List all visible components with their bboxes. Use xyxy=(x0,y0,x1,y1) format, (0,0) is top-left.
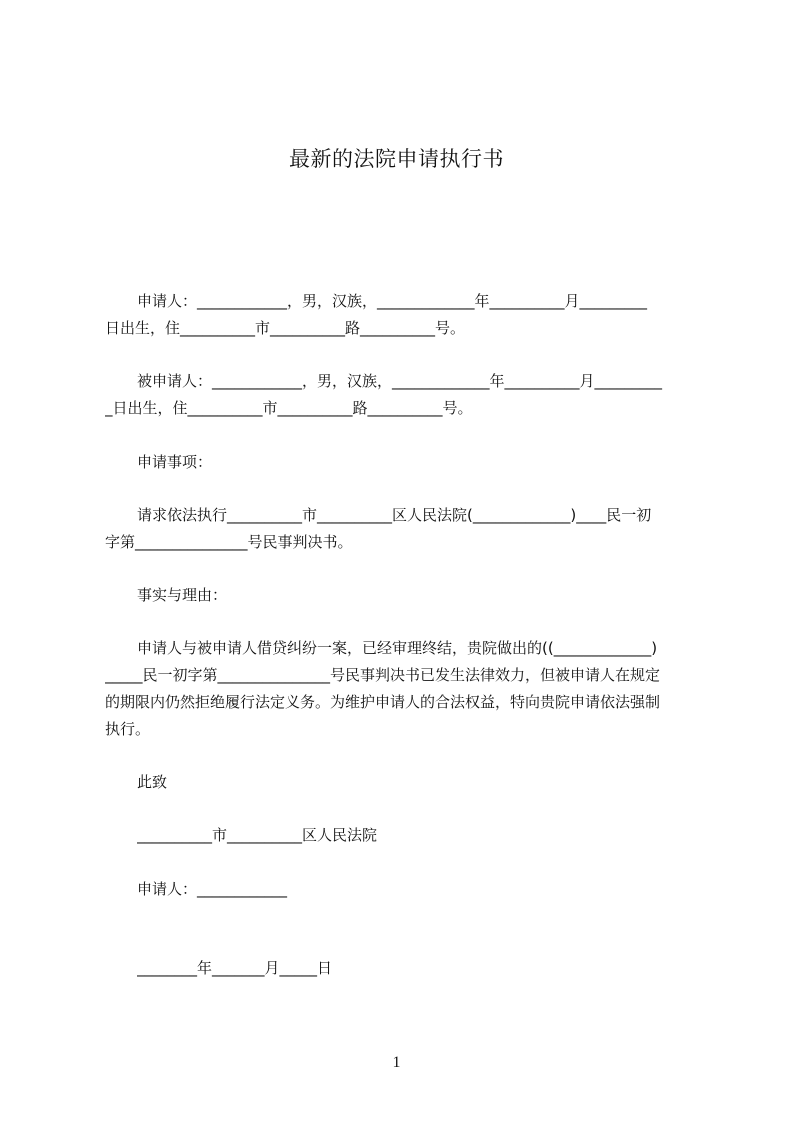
request-line-1: 请求依法执行__________市__________区人民法院(_____________)____民一初 xyxy=(137,506,652,524)
page-number: 1 xyxy=(392,1054,401,1071)
salutation: 此致 xyxy=(137,773,168,791)
applicant-line-1: 申请人：____________，男，汉族，_____________年__________月_________ xyxy=(137,292,648,310)
court-name: __________市__________区人民法院 xyxy=(137,826,378,844)
document-title: 最新的法院申请执行书 xyxy=(289,147,504,171)
facts-line-1: 申请人与被申请人借贷纠纷一案，已经审理终结，贵院做出的((_____________) xyxy=(137,639,658,657)
facts-line-3: 的期限内仍然拒绝履行法定义务。为维护申请人的合法权益，特向贵院申请依法强制 xyxy=(105,693,661,711)
request-heading: 申请事项： xyxy=(137,453,213,471)
facts-heading: 事实与理由： xyxy=(137,586,228,604)
date-line: ________年_______月_____日 xyxy=(137,959,333,977)
facts-line-4: 执行。 xyxy=(105,720,151,738)
signature-line: 申请人：____________ xyxy=(137,880,288,898)
facts-line-2: _____民一初字第_______________号民事判决书已发生法律效力，但被申请人在规定 xyxy=(105,666,661,684)
respondent-line-1: 被申请人：____________，男，汉族，_____________年__________月_________ xyxy=(137,372,663,390)
applicant-line-2: 日出生，住__________市__________路__________号。 xyxy=(105,319,466,337)
request-line-2: 字第_______________号民事判决书。 xyxy=(105,533,353,551)
respondent-line-2: _日出生，住__________市__________路__________号。 xyxy=(105,399,473,417)
